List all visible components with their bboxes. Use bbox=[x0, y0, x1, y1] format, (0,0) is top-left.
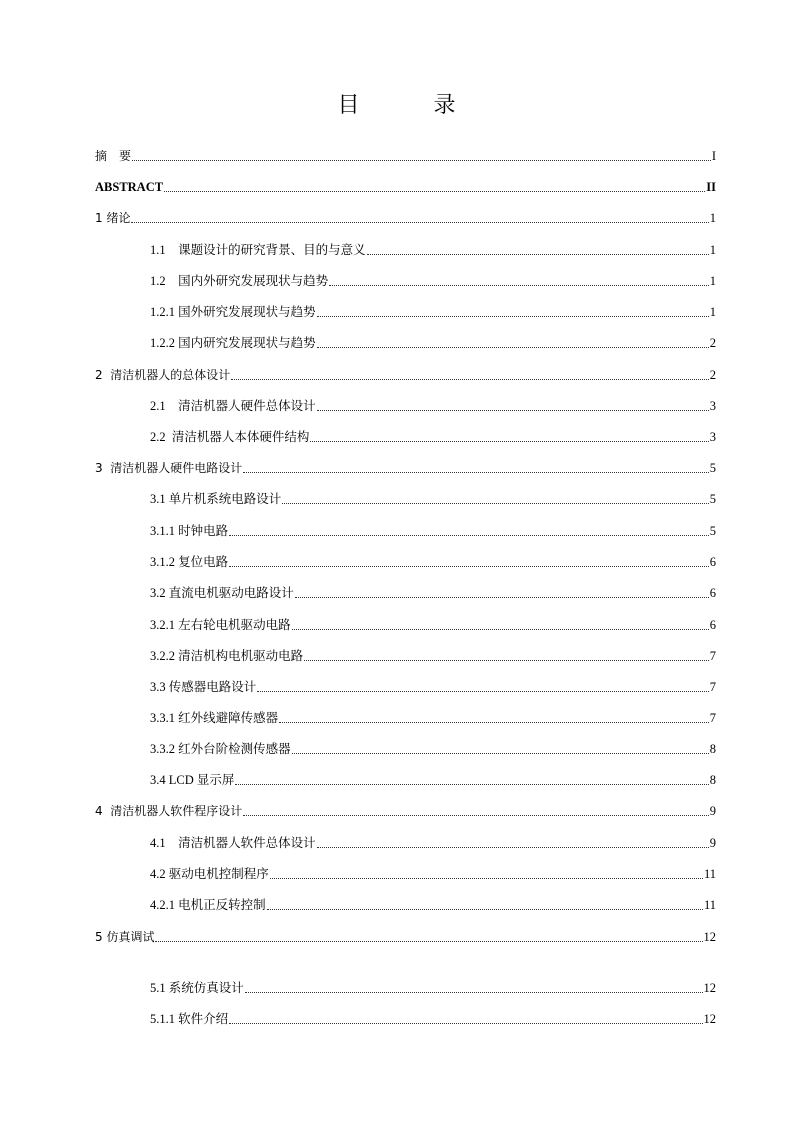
dot-leader bbox=[282, 502, 708, 504]
toc-entry[interactable] bbox=[95, 178, 716, 196]
toc-entry[interactable] bbox=[150, 709, 716, 727]
toc-entry-text: 2.2 清洁机器人本体硬件结构 bbox=[150, 430, 310, 444]
toc-entry[interactable] bbox=[95, 147, 716, 165]
toc-entry-text: 4 清洁机器人软件程序设计 bbox=[95, 804, 243, 818]
toc-entry-page: I bbox=[711, 149, 716, 163]
toc-entry-text: 3.2.1 左右轮电机驱动电路 bbox=[150, 618, 291, 632]
toc-entry-page: 5 bbox=[709, 524, 716, 538]
toc-entry-page: 1 bbox=[709, 243, 716, 257]
dot-leader bbox=[164, 190, 705, 192]
toc-entry-page: 11 bbox=[703, 867, 716, 881]
toc-entry-text: 5.1 系统仿真设计 bbox=[150, 981, 244, 995]
toc-entry-text: 5 仿真调试 bbox=[95, 930, 155, 944]
dot-leader bbox=[235, 783, 708, 785]
toc-entry[interactable] bbox=[150, 397, 716, 415]
toc-entry-text: 1.1 课题设计的研究背景、目的与意义 bbox=[150, 243, 366, 257]
toc-entry-text: 3.1.2 复位电路 bbox=[150, 555, 229, 569]
dot-leader bbox=[295, 596, 709, 598]
toc-entry[interactable] bbox=[150, 979, 716, 997]
toc-entry-page: 6 bbox=[709, 555, 716, 569]
toc-entry-page: 7 bbox=[709, 649, 716, 663]
toc-entry[interactable] bbox=[150, 647, 716, 665]
toc-entry[interactable] bbox=[150, 740, 716, 758]
toc-entry-text: 3.3.1 红外线避障传感器 bbox=[150, 711, 279, 725]
toc-entry[interactable] bbox=[150, 1010, 716, 1028]
toc-entry[interactable] bbox=[150, 584, 716, 602]
page-title: 目 录 bbox=[337, 93, 482, 118]
toc-entry[interactable] bbox=[150, 428, 716, 446]
dot-leader bbox=[243, 814, 708, 816]
dot-leader bbox=[317, 409, 709, 411]
toc-entry-page: 5 bbox=[709, 461, 716, 475]
dot-leader bbox=[292, 752, 709, 754]
toc-entry-text: 1.2 国内外研究发展现状与趋势 bbox=[150, 274, 329, 288]
toc-entry[interactable] bbox=[150, 834, 716, 852]
toc-entry[interactable] bbox=[150, 616, 716, 634]
toc-entry-text: 1 绪论 bbox=[95, 211, 131, 225]
toc-entry-text: 3.1.1 时钟电路 bbox=[150, 524, 229, 538]
toc-entry-page: 12 bbox=[703, 930, 716, 944]
dot-leader bbox=[317, 346, 709, 348]
toc-entry-text: 3.4 LCD 显示屏 bbox=[150, 773, 235, 787]
toc-entry-text: 3.2.2 清洁机构电机驱动电路 bbox=[150, 649, 304, 663]
toc-entry[interactable] bbox=[150, 522, 716, 540]
toc-entry[interactable] bbox=[95, 928, 716, 946]
toc-entry-text: 4.1 清洁机器人软件总体设计 bbox=[150, 836, 316, 850]
dot-leader bbox=[257, 690, 708, 692]
toc-entry[interactable] bbox=[150, 771, 716, 789]
dot-leader bbox=[132, 159, 711, 161]
toc-entry-text: 摘 要 bbox=[95, 149, 132, 163]
toc-entry-page: 9 bbox=[709, 804, 716, 818]
dot-leader bbox=[367, 253, 709, 255]
dot-leader bbox=[155, 940, 702, 942]
toc-entry-page: 5 bbox=[709, 492, 716, 506]
toc-entry[interactable] bbox=[150, 272, 716, 290]
toc-entry-page: 1 bbox=[709, 274, 716, 288]
toc-entry-page: 6 bbox=[709, 618, 716, 632]
toc-entry-page: II bbox=[706, 180, 716, 194]
dot-leader bbox=[279, 721, 709, 723]
toc-entry-text: 5.1.1 软件介绍 bbox=[150, 1012, 229, 1026]
dot-leader bbox=[292, 628, 709, 630]
toc-entry-page: 11 bbox=[703, 898, 716, 912]
toc-entry-text: 1.2.1 国外研究发展现状与趋势 bbox=[150, 305, 316, 319]
toc-entry-text: 3 清洁机器人硬件电路设计 bbox=[95, 461, 243, 475]
dot-leader bbox=[304, 659, 709, 661]
toc-entry-text: 4.2 驱动电机控制程序 bbox=[150, 867, 269, 881]
toc-entry-text: 3.3.2 红外台阶检测传感器 bbox=[150, 742, 291, 756]
toc-entry[interactable] bbox=[150, 241, 716, 259]
dot-leader bbox=[310, 440, 708, 442]
toc-entry[interactable] bbox=[150, 896, 716, 914]
dot-leader bbox=[231, 378, 708, 380]
toc-entry-page: 8 bbox=[709, 742, 716, 756]
toc-entry-page: 6 bbox=[709, 586, 716, 600]
toc-entry-text: 2.1 清洁机器人硬件总体设计 bbox=[150, 399, 316, 413]
dot-leader bbox=[267, 908, 703, 910]
toc-entry-text: 4.2.1 电机正反转控制 bbox=[150, 898, 266, 912]
toc-entry-page: 12 bbox=[703, 981, 716, 995]
toc-entry-page: 12 bbox=[703, 1012, 716, 1026]
toc-entry-text: ABSTRACT bbox=[95, 180, 164, 194]
toc-entry-page: 7 bbox=[709, 711, 716, 725]
toc-entry[interactable] bbox=[150, 303, 716, 321]
toc-entry[interactable] bbox=[95, 802, 716, 820]
dot-leader bbox=[229, 1022, 702, 1024]
toc-entry-page: 8 bbox=[709, 773, 716, 787]
dot-leader bbox=[329, 284, 709, 286]
dot-leader bbox=[229, 565, 709, 567]
dot-leader bbox=[245, 991, 703, 993]
toc-entry[interactable] bbox=[150, 865, 716, 883]
toc-entry[interactable] bbox=[150, 553, 716, 571]
toc-entry-text: 3.2 直流电机驱动电路设计 bbox=[150, 586, 294, 600]
toc-entry-page: 3 bbox=[709, 430, 716, 444]
toc-entry-page: 7 bbox=[709, 680, 716, 694]
toc-entry-page: 2 bbox=[709, 368, 716, 382]
dot-leader bbox=[229, 534, 709, 536]
toc-entry[interactable] bbox=[95, 366, 716, 384]
toc-entry-page: 1 bbox=[709, 305, 716, 319]
toc-entry-page: 3 bbox=[709, 399, 716, 413]
dot-leader bbox=[317, 846, 709, 848]
toc-entry[interactable] bbox=[150, 334, 716, 352]
toc-entry[interactable] bbox=[150, 490, 716, 508]
toc-entry-page: 2 bbox=[709, 336, 716, 350]
toc-entry-text: 3.1 单片机系统电路设计 bbox=[150, 492, 282, 506]
toc-entry-text: 2 清洁机器人的总体设计 bbox=[95, 368, 231, 382]
toc-entry-page: 1 bbox=[709, 211, 716, 225]
dot-leader bbox=[131, 221, 708, 223]
toc-entry[interactable] bbox=[95, 459, 716, 477]
dot-leader bbox=[270, 877, 703, 879]
toc-entry[interactable] bbox=[150, 678, 716, 696]
toc-entry-page: 9 bbox=[709, 836, 716, 850]
toc-entry-text: 1.2.2 国内研究发展现状与趋势 bbox=[150, 336, 316, 350]
dot-leader bbox=[243, 471, 708, 473]
toc-entry[interactable] bbox=[95, 209, 716, 227]
toc-entry-text: 3.3 传感器电路设计 bbox=[150, 680, 257, 694]
dot-leader bbox=[317, 315, 709, 317]
